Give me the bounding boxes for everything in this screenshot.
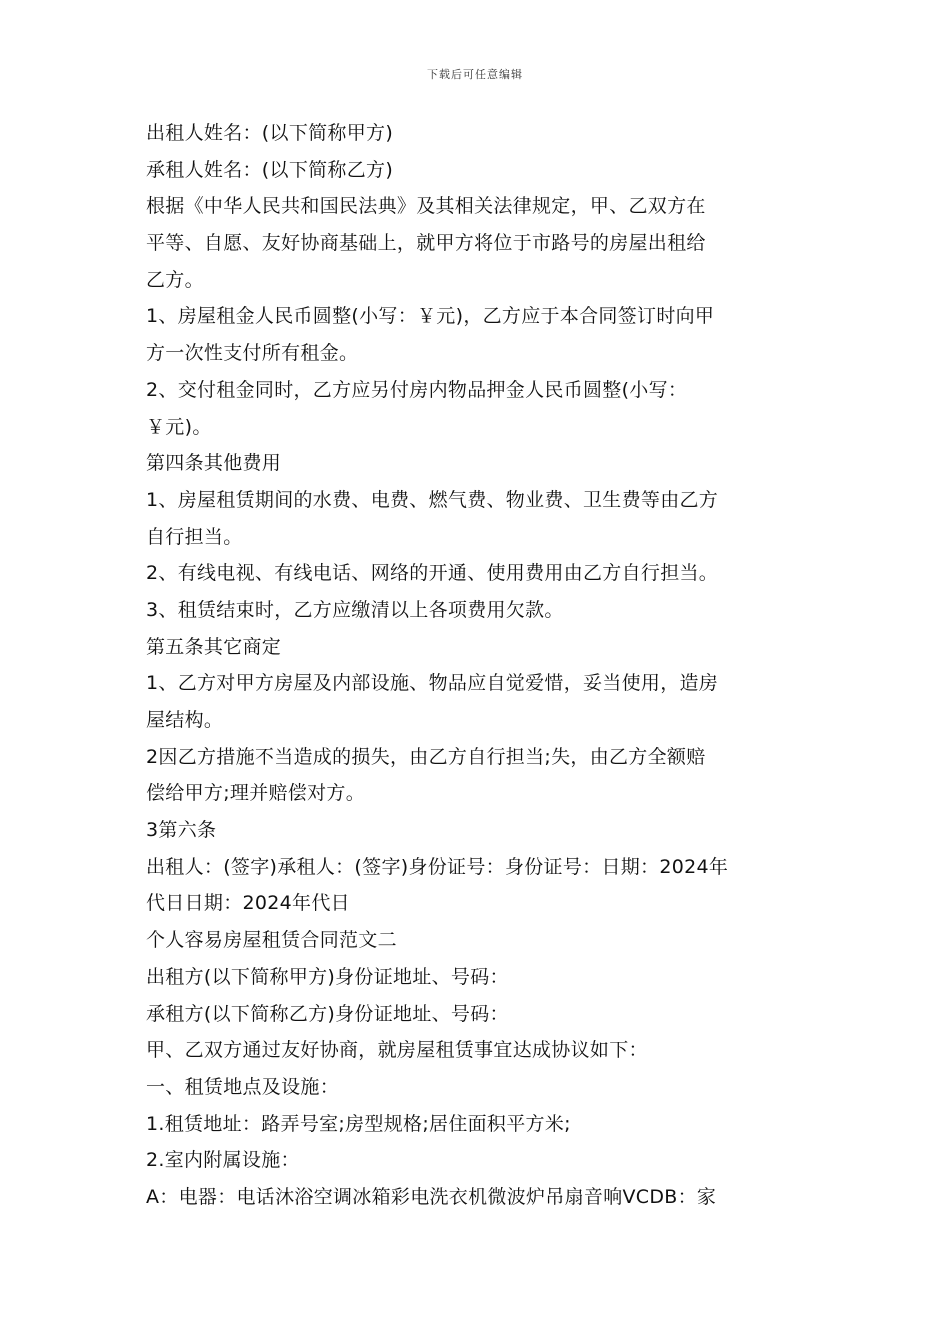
text-line: 1.租赁地址：路弄号室;房型规格;居住面积平方米; bbox=[146, 1112, 571, 1135]
text-line: ￥元)。 bbox=[146, 415, 212, 438]
signature-line: 出租人：(签字)承租人：(签字)身份证号：身份证号：日期：2024年 bbox=[146, 855, 729, 878]
page-header-note: 下载后可任意编辑 bbox=[427, 68, 523, 81]
text-line: A：电器：电话沐浴空调冰箱彩电洗衣机微波炉吊扇音响VCDB：家 bbox=[146, 1185, 717, 1208]
text-line: 1、房屋租赁期间的水费、电费、燃气费、物业费、卫生费等由乙方 bbox=[146, 488, 719, 511]
text-line: 乙方。 bbox=[146, 268, 204, 291]
section-heading: 第五条其它商定 bbox=[146, 635, 282, 658]
text-line: 方一次性支付所有租金。 bbox=[146, 342, 359, 365]
section-heading: 第四条其他费用 bbox=[146, 452, 282, 475]
text-line: 2、交付租金同时，乙方应另付房内物品押金人民币圆整(小写： bbox=[146, 378, 688, 401]
text-line: 屋结构。 bbox=[146, 709, 224, 731]
section-heading: 一、租赁地点及设施： bbox=[146, 1075, 340, 1098]
text-line: 2因乙方措施不当造成的损失，由乙方自行担当;失，由乙方全额赔 bbox=[146, 745, 706, 768]
document-title: 个人容易房屋租赁合同范文二 bbox=[146, 929, 397, 952]
text-line: 3、租赁结束时，乙方应缴清以上各项费用欠款。 bbox=[146, 598, 564, 621]
text-line: 甲、乙双方通过友好协商，就房屋租赁事宜达成协议如下： bbox=[146, 1039, 648, 1062]
text-line: 偿给甲方;理并赔偿对方。 bbox=[146, 782, 366, 805]
signature-line: 代日日期：2024年代日 bbox=[146, 892, 350, 915]
text-line: 1、乙方对甲方房屋及内部设施、物品应自觉爱惜，妥当使用，造房 bbox=[146, 672, 719, 695]
text-line: 出租方(以下简称甲方)身份证地址、号码： bbox=[146, 965, 509, 988]
text-line: 根据《中华人民共和国民法典》及其相关法律规定，甲、乙双方在 bbox=[146, 195, 706, 218]
text-line: 出租人姓名：(以下简称甲方) bbox=[146, 122, 394, 144]
section-heading: 3第六条 bbox=[146, 819, 217, 842]
document-body bbox=[146, 115, 811, 1216]
text-line: 1、房屋租金人民币圆整(小写：￥元)，乙方应于本合同签订时向甲 bbox=[146, 305, 715, 328]
text-line: 平等、自愿、友好协商基础上，就甲方将位于市路号的房屋出租给 bbox=[146, 232, 706, 255]
text-line: 承租方(以下简称乙方)身份证地址、号码： bbox=[146, 1002, 509, 1025]
text-line: 2.室内附属设施： bbox=[146, 1149, 300, 1172]
text-line: 承租人姓名：(以下简称乙方) bbox=[146, 158, 394, 181]
text-line: 自行担当。 bbox=[146, 525, 243, 548]
text-line: 2、有线电视、有线电话、网络的开通、使用费用由乙方自行担当。 bbox=[146, 562, 719, 585]
